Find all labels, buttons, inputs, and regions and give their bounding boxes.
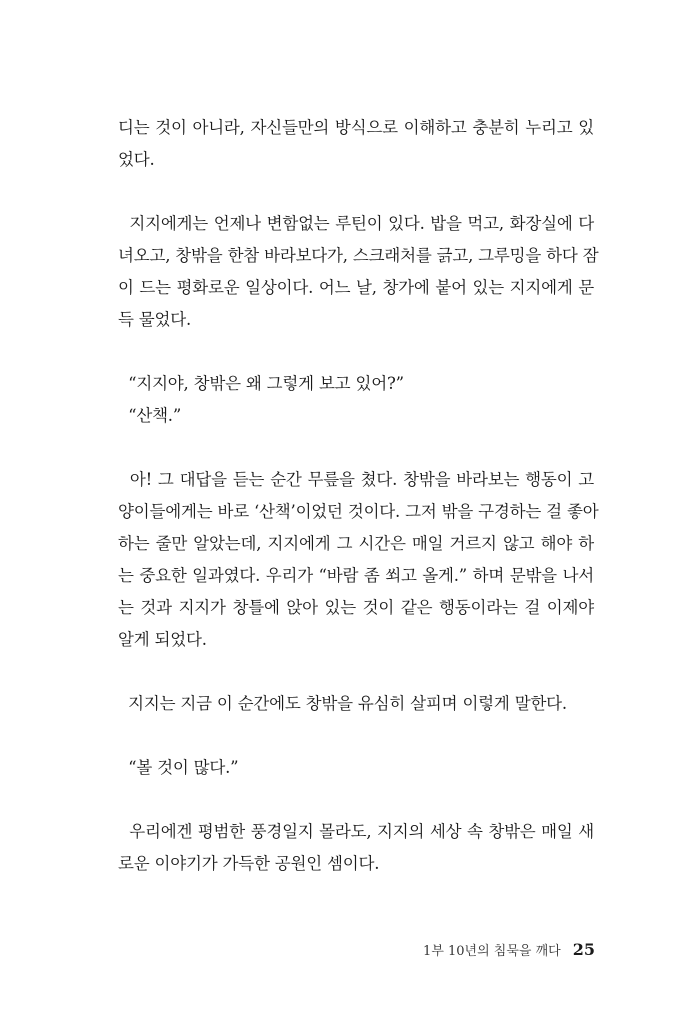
running-chapter-title: 1부 10년의 침묵을 깨다 xyxy=(423,944,561,959)
text-line: 지지에게는 언제나 변함없는 루틴이 있다. 밥을 먹고, 화장실에 다 xyxy=(118,214,594,233)
text-line: 지지는 지금 이 순간에도 창밖을 유심히 살피며 이렇게 말한다. xyxy=(118,694,567,713)
page-number: 25 xyxy=(572,940,595,959)
paragraph-3 xyxy=(118,368,594,432)
text-line: “볼 것이 많다.” xyxy=(118,758,239,777)
paragraph-5 xyxy=(118,688,594,720)
text-line: 는 것과 지지가 창틀에 앉아 있는 것이 같은 행동이라는 걸 이제야 xyxy=(118,598,594,617)
text-line: 로운 이야기가 가득한 공원인 셈이다. xyxy=(118,854,380,873)
paragraph-7 xyxy=(118,816,594,880)
text-line: 녀오고, 창밖을 한참 바라보다가, 스크래처를 긁고, 그루밍을 하다 잠 xyxy=(118,246,599,265)
text-line: 득 물었다. xyxy=(118,310,192,329)
text-line: “산책.” xyxy=(118,406,182,425)
paragraph-6 xyxy=(118,752,594,784)
text-line: 양이들에게는 바로 ‘산책’이었던 것이다. 그저 밖을 구경하는 걸 좋아 xyxy=(118,502,599,521)
body-text xyxy=(118,112,599,880)
paragraph-2 xyxy=(118,208,599,336)
text-line: “지지야, 창밖은 왜 그렇게 보고 있어?” xyxy=(118,374,404,393)
page-footer xyxy=(423,940,595,970)
text-line: 하는 줄만 알았는데, 지지에게 그 시간은 매일 거르지 않고 해야 하 xyxy=(118,534,594,553)
text-line: 었다. xyxy=(118,150,155,169)
text-line: 아! 그 대답을 듣는 순간 무릎을 쳤다. 창밖을 바라보는 행동이 고 xyxy=(118,470,594,489)
text-line: 알게 되었다. xyxy=(118,630,207,649)
paragraph-1 xyxy=(118,112,594,176)
text-line: 이 드는 평화로운 일상이다. 어느 날, 창가에 붙어 있는 지지에게 문 xyxy=(118,278,594,297)
paragraph-4 xyxy=(118,464,599,656)
text-line: 는 중요한 일과였다. 우리가 “바람 좀 쐬고 올게.” 하며 문밖을 나서 xyxy=(118,566,594,585)
text-line: 우리에겐 평범한 풍경일지 몰라도, 지지의 세상 속 창밖은 매일 새 xyxy=(118,822,594,841)
text-line: 디는 것이 아니라, 자신들만의 방식으로 이해하고 충분히 누리고 있 xyxy=(118,118,594,137)
